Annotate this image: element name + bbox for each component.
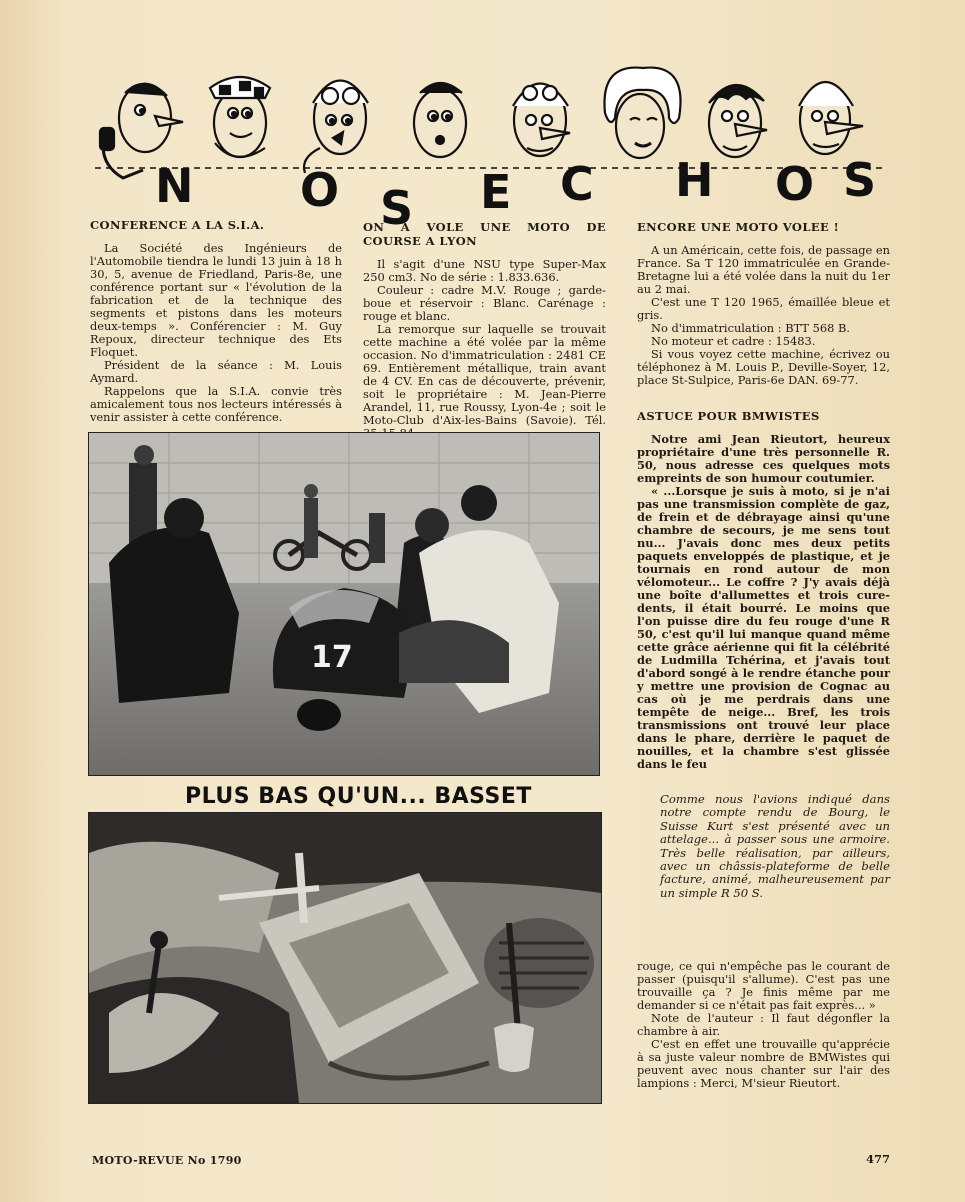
article-headline: ON A VOLE UNE MOTO DE COURSE A LYON — [363, 220, 606, 248]
page-number: 477 — [866, 1152, 891, 1166]
article-paragraph: No moteur et cadre : 15483. — [651, 334, 816, 348]
masthead-letter: S — [843, 153, 877, 207]
article-paragraph: La remorque sur laquelle se trouvait cette machine a été volée par la même occasion. No d'immatriculation : 2481 CE 69. Entièrement métallique, train avant de 4 CV. En cas de découverte, prévenir, soit le propriétaire : M. Jean-Pierre Arandel, 11, rue Roussy, Lyon-4e ; soit le Moto-Club d'Aix-les-Bains (Savoie). Tél. — [363, 322, 606, 427]
article-headline: ENCORE UNE MOTO VOLEE ! — [637, 220, 840, 234]
masthead-letter: C — [560, 157, 594, 211]
article-paragraph: Couleur : cadre M.V. Rouge ; garde-boue et réservoir : Blanc. Carénage : rouge et blanc. — [363, 283, 606, 323]
magazine-issue: MOTO-REVUE No 1790 — [92, 1154, 242, 1167]
masthead-letter: E — [480, 165, 512, 219]
article-paragraph: rouge, ce qui n'empêche pas le courant de passer (puisqu'il s'allume). C'est pas une trouvaille ça ? Je finis même par me demander si ce n'était pas fait exprès... » — [637, 959, 890, 1012]
article-paragraph: Rappelons que la S.I.A. convie très amicalement tous nos lecteurs intéressés à venir assister à cette conférence. — [90, 384, 342, 424]
article-paragraph: Président de la séance : M. Louis Aymard. — [90, 358, 342, 385]
masthead-letter: H — [675, 153, 714, 207]
photo-caption: Comme nous l'avions indiqué dans notre compte rendu de Bourg, le Suisse Kurt s'est présenté avec un attelage... à passer sous une armoire. Très belle réalisation, par ailleurs, avec un châssis-plateforme de belle facture, animé, malheureusement par un simple R 50 S. — [660, 792, 890, 900]
article-paragraph: Si vous voyez cette machine, écrivez ou téléphonez à M. Louis P., Deville-Soyer, 12, place St-Sulpice, Paris-6e DAN. 69-77. — [637, 347, 890, 387]
masthead-letter: O — [775, 157, 815, 211]
article-paragraph: Il s'agit d'une NSU type Super-Max 250 cm3. No de série : 1.833.636. — [363, 257, 606, 284]
article-astuce-continued — [637, 960, 890, 1090]
article-paragraph: Note de l'auteur : Il faut dégonfler la chambre à air. — [637, 1011, 890, 1038]
masthead-letter: N — [155, 159, 194, 213]
article-paragraph: No d'immatriculation : BTT 568 B. — [651, 321, 850, 335]
photo-low-sidecar-engine — [88, 812, 602, 1104]
article-encore-moto-volee — [637, 220, 890, 771]
article-paragraph: A un Américain, cette fois, de passage en France. Sa T 120 immatriculée en Grande-Bretagne lui a été volée dans la nuit du 1er au 2 mai. — [637, 243, 890, 296]
article-paragraph: Notre ami Jean Rieutort, heureux propriétaire d'une très personnelle R. 50, nous adresse ces quelques mots empreints de son humour coutumier. — [637, 432, 890, 485]
photo-sidecar-crew — [88, 432, 600, 776]
race-number: 17 — [311, 640, 353, 675]
article-paragraph: C'est une T 120 1965, émaillée bleue et gris. — [637, 295, 890, 322]
article-paragraph: C'est en effet une trouvaille qu'apprécie à sa juste valeur nombre de BMWistes qui peuvent avec nous chanter sur l'air des lampions : Merci, M'sieur Rieutort. — [637, 1037, 890, 1090]
article-headline: CONFERENCE A LA S.I.A. — [90, 218, 265, 232]
article-conference-sia — [90, 218, 342, 424]
article-moto-volee-lyon — [363, 220, 606, 440]
masthead-letter: O — [300, 163, 340, 217]
masthead-letter: S — [380, 181, 414, 235]
article-headline: ASTUCE POUR BMWISTES — [637, 409, 820, 423]
article-paragraph: « ...Lorsque je suis à moto, si je n'ai pas une transmission complète de gaz, de frein et de débrayage ainsi qu'une chambre de secours, je me sens tout nu... J'avais donc mes deux petits paquets enveloppés de plastique, et je tournais en rond autour de mon vélomoteur... Le coffre ? J'y avais déjà une boîte d'allumettes et trois cure-dents, il était bourré. Le moins que l'on puisse dire du feu rouge d'une R 50, c'est qu'il lui manque quand même cette grâce aérienne qui fit la célébrité de Ludmilla Tchérina, et j'avais tout d'abord songé à le rendre étanche pour y mettre une provision de Cognac au cas où je me perdrais dans une tempête de neige... Bref, les trois transmissions ont trouvé leur place dans le phare, derrière le paquet de nouilles, et la chambre s'est glissée dans le feu — [637, 484, 890, 771]
photo-banner-title: PLUS BAS QU'UN... BASSET — [185, 784, 532, 809]
article-paragraph: La Société des Ingénieurs de l'Automobile tiendra le lundi 13 juin à 18 h 30, 5, avenue de Friedland, Paris-8e, une conférence portant sur « l'évolution de la fabrication et de la technique des segments et pistons dans les moteurs deux-temps ». Conférencier : M. Guy Repoux, directeur technique des Ets Floquet. — [90, 241, 342, 359]
